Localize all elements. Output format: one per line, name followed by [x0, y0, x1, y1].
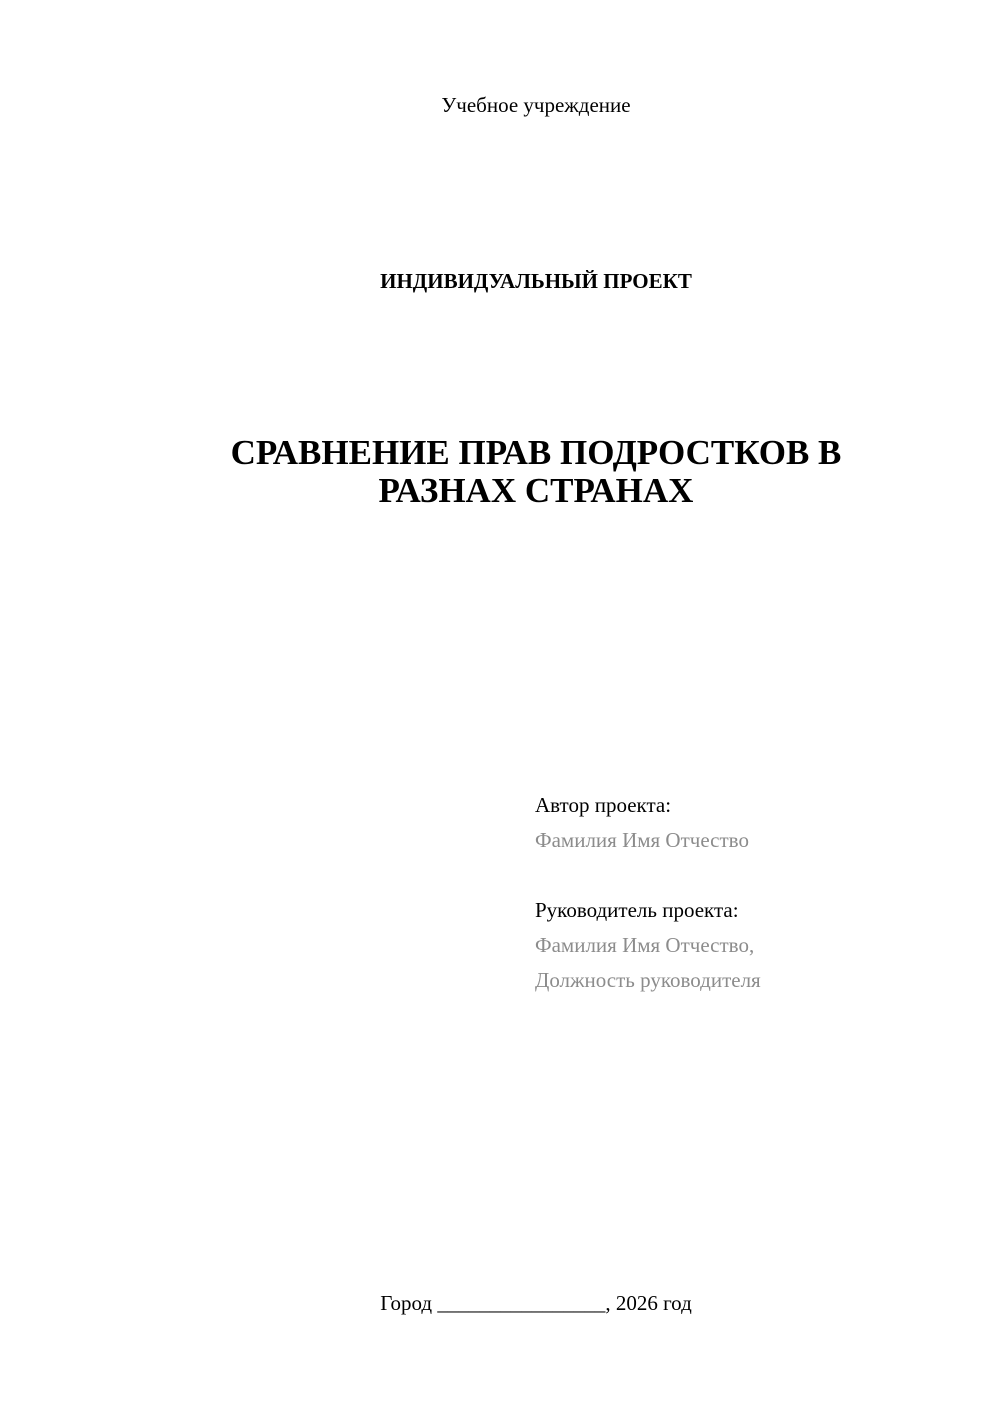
supervisor-name: Фамилия Имя Отчество, [535, 933, 755, 957]
supervisor-position: Должность руководителя [535, 968, 761, 992]
project-type-heading: ИНДИВИДУАЛЬНЫЙ ПРОЕКТ [380, 269, 692, 293]
project-title-line-1: СРАВНЕНИЕ ПРАВ ПОДРОСТКОВ В [230, 433, 842, 472]
author-name: Фамилия Имя Отчество [535, 828, 749, 852]
institution-name: Учебное учреждение [441, 93, 631, 117]
project-title [180, 434, 892, 510]
author-info-block [535, 788, 975, 998]
author-label: Автор проекта: [535, 793, 672, 817]
spacer [535, 858, 975, 893]
city-year-line: Город ________________, 2026 год [380, 1291, 692, 1315]
supervisor-label: Руководитель проекта: [535, 898, 739, 922]
project-title-line-2: РАЗНАХ СТРАНАХ [378, 471, 694, 510]
